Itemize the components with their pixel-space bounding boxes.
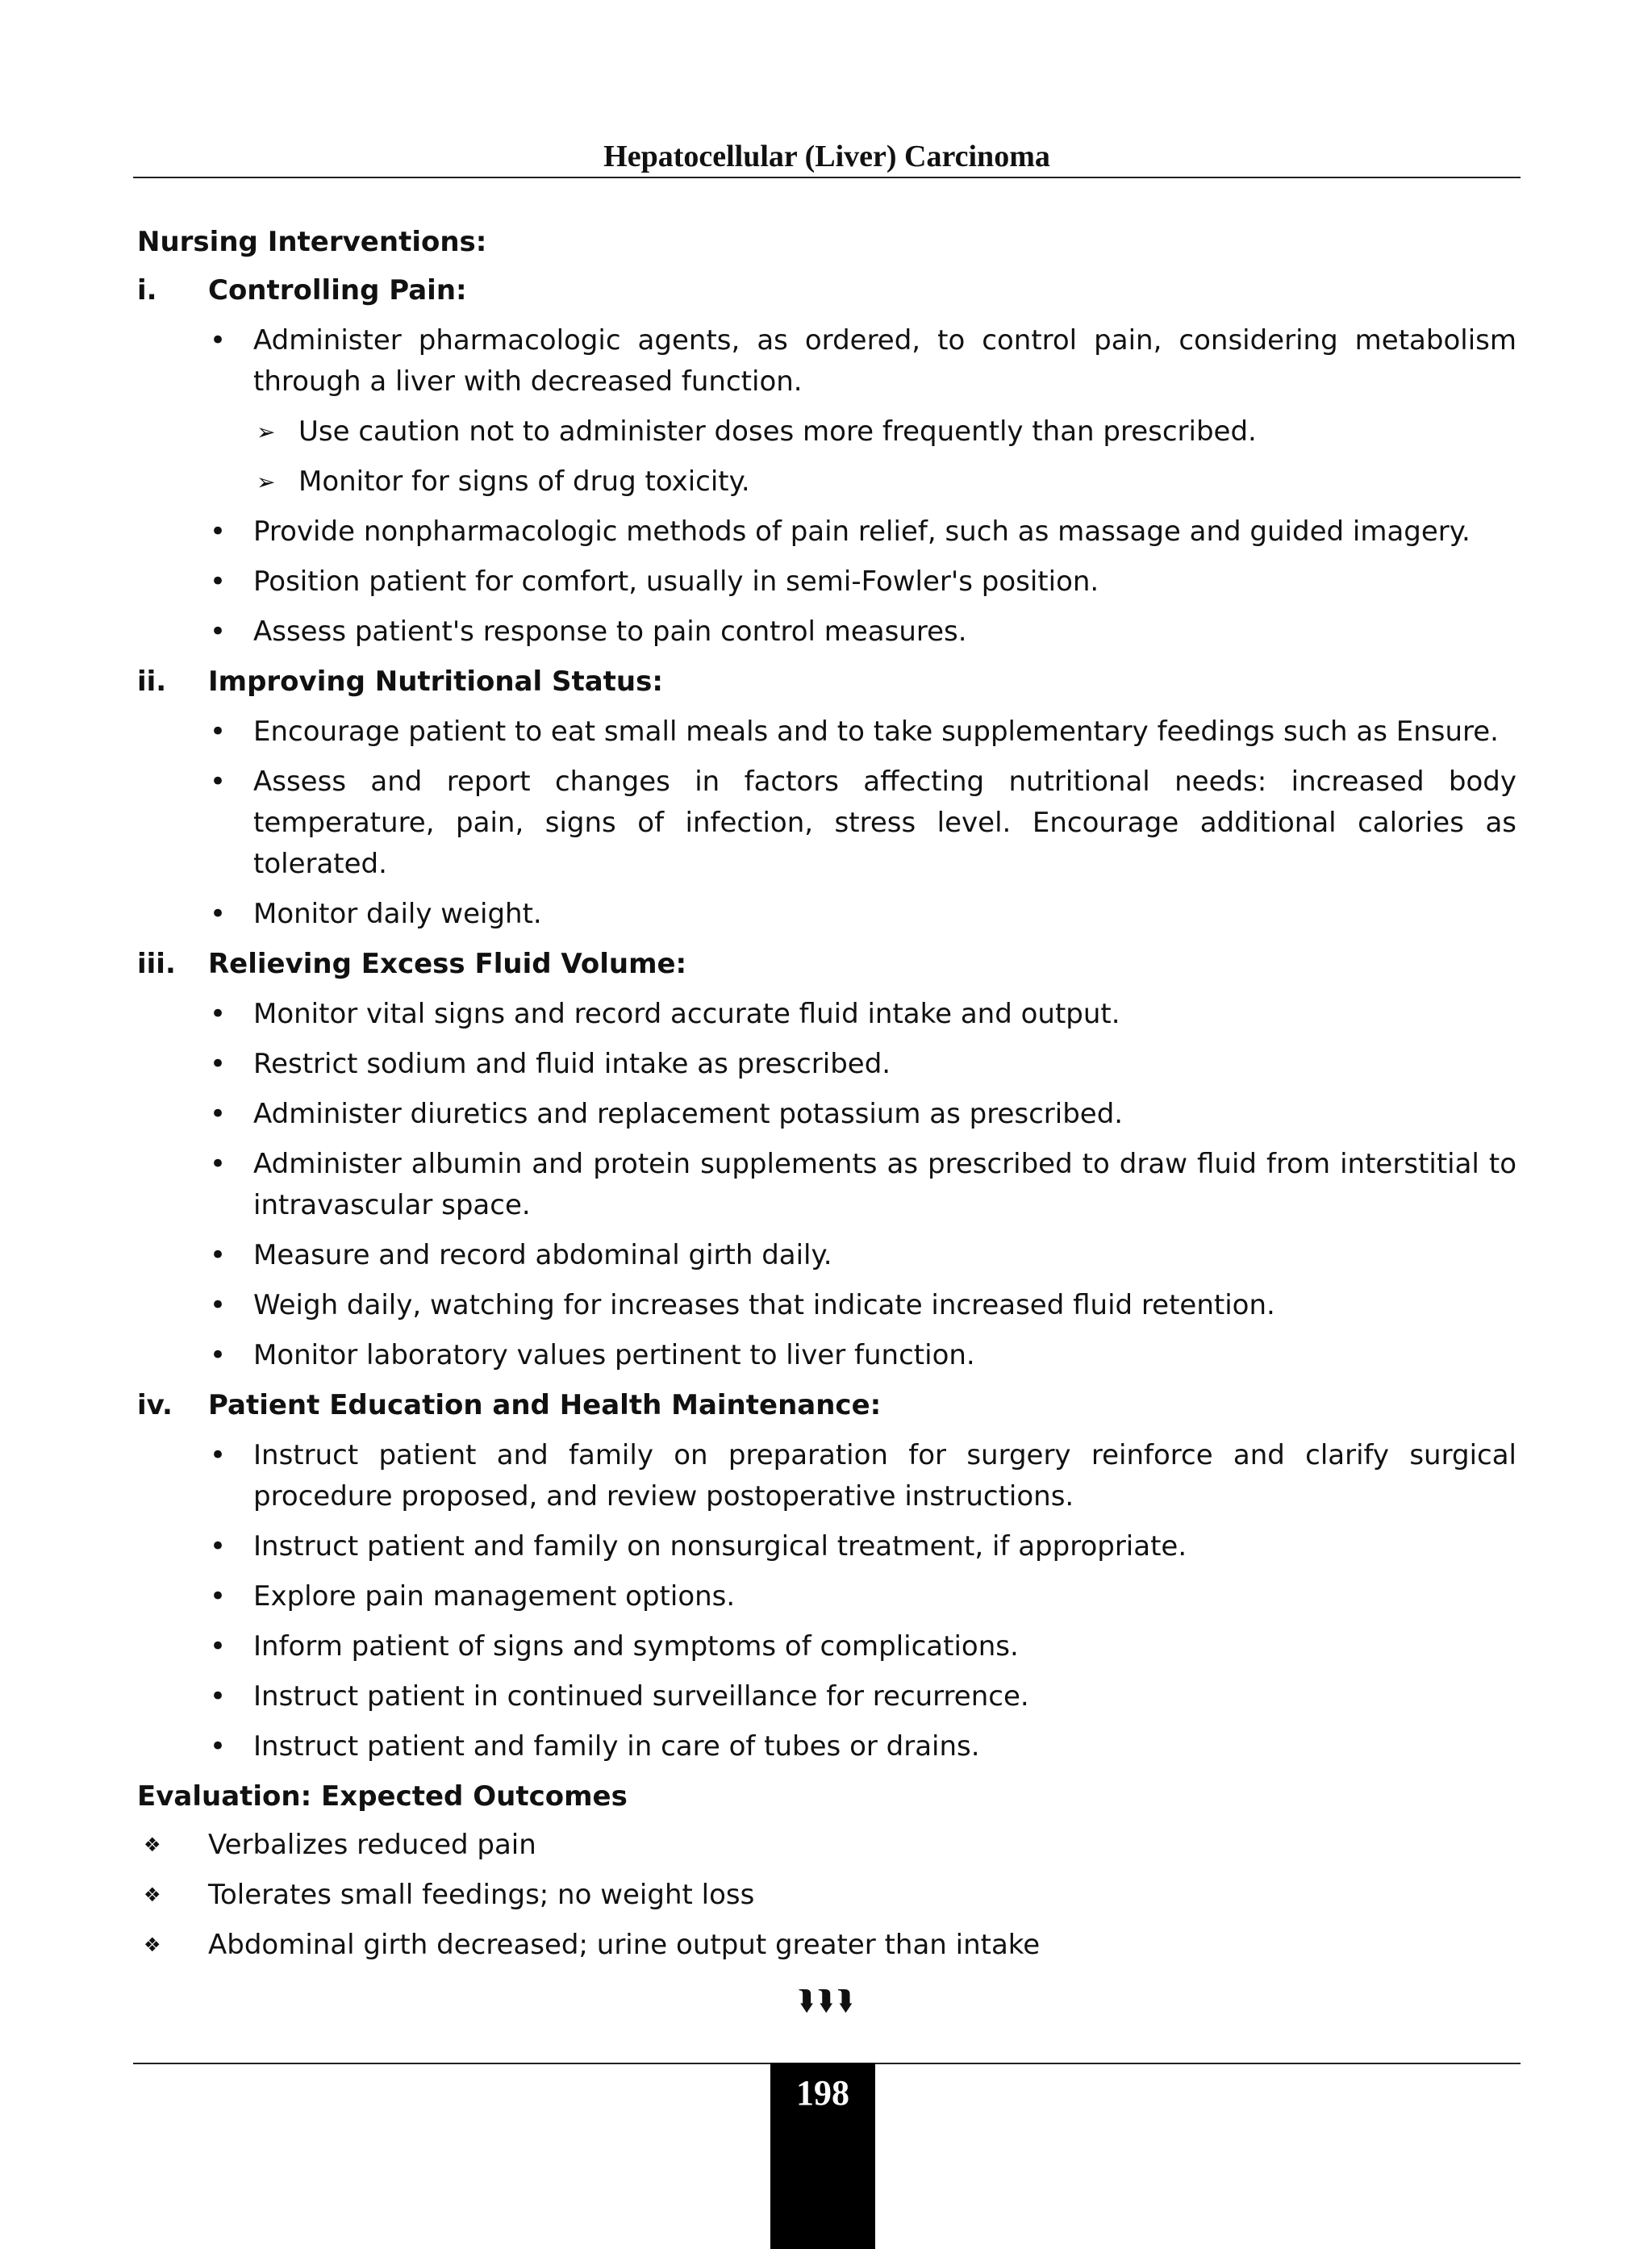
- list-item: • Instruct patient and family in care of tubes or drains.: [137, 1726, 1516, 1767]
- sub-list-item: ➢ Use caution not to administer doses more frequently than prescribed.: [137, 411, 1516, 453]
- list-item: • Provide nonpharmacologic methods of pain relief, such as massage and guided imagery.: [137, 511, 1516, 553]
- list-item: • Restrict sodium and fluid intake as prescribed.: [137, 1044, 1516, 1085]
- section-end-ornament-icon: ⮯⮯⮯: [797, 1984, 857, 2017]
- list-item: • Instruct patient in continued surveillance for recurrence.: [137, 1676, 1516, 1717]
- list-item: • Assess and report changes in factors affecting nutritional needs: increased body temperature, pain, signs of infection, stress level. Encourage additional calories as tolerated.: [137, 761, 1516, 885]
- list-item-text: Administer pharmacologic agents, as ordered, to control pain, considering metabolism through a liver with decreased function.: [253, 324, 1516, 398]
- sub-list-item: ➢ Monitor for signs of drug toxicity.: [137, 461, 1516, 503]
- list-item: • Instruct patient and family on nonsurgical treatment, if appropriate.: [137, 1526, 1516, 1567]
- section-title: Nursing Interventions:: [137, 226, 487, 258]
- subsection-number: ii.: [137, 666, 167, 698]
- outcome-list: [137, 1825, 1516, 1966]
- outcome-item: ❖ Abdominal girth decreased; urine output greater than intake: [137, 1925, 1516, 1966]
- list-item: • Encourage patient to eat small meals and to take supplementary feedings such as Ensure.: [137, 711, 1516, 753]
- list-item: • Administer albumin and protein supplements as prescribed to draw fluid from interstitial to intravascular space.: [137, 1144, 1516, 1226]
- bullet-list: [137, 320, 1516, 403]
- bullet-list: [137, 711, 1516, 935]
- subsection-number: i.: [137, 274, 157, 307]
- sub-bullet-list: [137, 411, 1516, 503]
- header-rule: [133, 177, 1521, 178]
- subsection-title: Relieving Excess Fluid Volume:: [208, 948, 687, 980]
- subsection-heading: [137, 270, 1516, 320]
- list-item: • Inform patient of signs and symptoms of complications.: [137, 1626, 1516, 1667]
- subsection-heading: [137, 661, 1516, 711]
- subsection-title: Patient Education and Health Maintenance:: [208, 1389, 882, 1421]
- list-item: • Monitor laboratory values pertinent to liver function.: [137, 1335, 1516, 1376]
- list-item: • Weigh daily, watching for increases that indicate increased fluid retention.: [137, 1285, 1516, 1326]
- page-body: [137, 222, 1516, 2022]
- subsection-number: iv.: [137, 1389, 173, 1421]
- subsection-title: Improving Nutritional Status:: [208, 666, 663, 698]
- bullet-list: [137, 511, 1516, 653]
- subsection-heading: [137, 1385, 1516, 1435]
- bullet-list: [137, 994, 1516, 1376]
- outcome-item: ❖ Verbalizes reduced pain: [137, 1825, 1516, 1866]
- list-item: • Explore pain management options.: [137, 1576, 1516, 1617]
- running-header: Hepatocellular (Liver) Carcinoma: [603, 140, 1050, 173]
- list-item: • Administer diuretics and replacement potassium as prescribed.: [137, 1094, 1516, 1135]
- list-item: • Monitor daily weight.: [137, 894, 1516, 935]
- evaluation-title: Evaluation: Expected Outcomes: [137, 1780, 628, 1813]
- page-number: 198: [770, 2063, 875, 2249]
- outcome-item: ❖ Tolerates small feedings; no weight loss: [137, 1875, 1516, 1916]
- subsection-heading: [137, 944, 1516, 994]
- list-item: • Measure and record abdominal girth daily.: [137, 1235, 1516, 1276]
- list-item: • Assess patient's response to pain control measures.: [137, 611, 1516, 653]
- list-item: • Position patient for comfort, usually in semi-Fowler's position.: [137, 561, 1516, 603]
- bullet-list: [137, 1435, 1516, 1767]
- list-item: • Instruct patient and family on preparation for surgery reinforce and clarify surgical procedure proposed, and review postoperative instructions.: [137, 1435, 1516, 1517]
- subsection-number: iii.: [137, 948, 176, 980]
- list-item: • Monitor vital signs and record accurate fluid intake and output.: [137, 994, 1516, 1035]
- subsection-title: Controlling Pain:: [208, 274, 467, 307]
- list-item: [137, 320, 1516, 403]
